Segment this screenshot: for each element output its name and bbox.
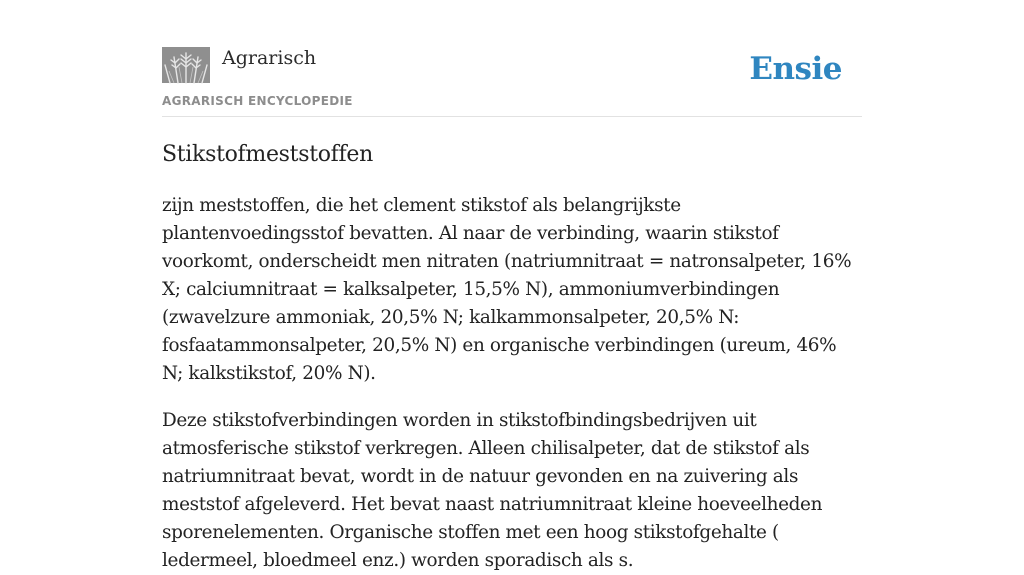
source-name[interactable]: Agrarisch (222, 47, 317, 69)
source-avatar[interactable] (162, 47, 210, 83)
article-title: Stikstofmeststoffen (162, 142, 373, 167)
article-paragraph: zijn meststoffen, die het clement stikstof als belangrijkste plantenvoedingsstof bevatten. Al naar de verbinding, waarin stikstof voorkomt, onderscheidt men nitraten (natriumnitraat = natronsalpeter, 16% X; calciumnitraat = kalksalpeter, 15,5% N), ammoniumverbindingen (zwavelzure ammoniak, 20,5% N; kalkammonsalpeter, 20,5% N: fosfaatammonsalpeter, 20,5% N) en organische verbindingen (ureum, 46% N; kalkstikstof, 20% N). (162, 195, 852, 384)
brand-logo[interactable]: Ensie (749, 51, 842, 87)
article (162, 136, 862, 575)
article-paragraph: Deze stikstofverbindingen worden in stikstofbindingsbedrijven uit atmosferische stikstof verkregen. Alleen chilisalpeter, dat de stikstof als natriumnitraat bevat, wordt in de natuur gevonden en na zuivering als meststof afgeleverd. Het bevat naast natriumnitraat kleine hoeveelheden sporenelementen. Organische stoffen met een hoog stikstofgehalte ( ledermeel, bloedmeel enz.) worden sporadisch als s. (162, 410, 823, 571)
wheat-icon (162, 47, 210, 83)
header (162, 0, 862, 117)
source-subtitle: AGRARISCH ENCYCLOPEDIE (162, 94, 353, 108)
